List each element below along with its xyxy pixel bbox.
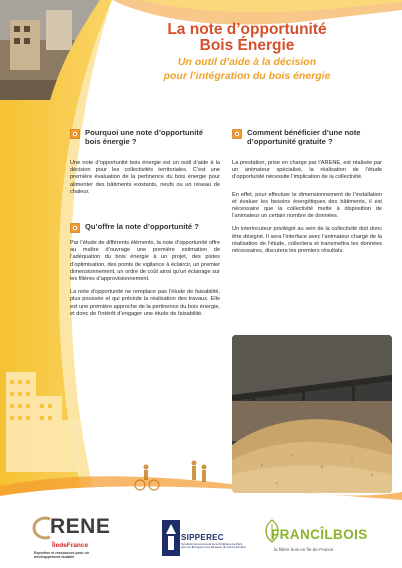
francilbois-tagline: la filière bois en Île-de-France xyxy=(274,547,334,552)
section-heading-text: Pourquoi une note d’opportunité bois énergie ? xyxy=(85,128,204,147)
arene-tagline: Expertise et ressources pour un développement durable xyxy=(34,551,89,559)
sipperec-logo-mark xyxy=(162,520,180,556)
left-column-lower xyxy=(70,240,220,324)
section-heading-text: Qu’offre la note d’opportunité ? xyxy=(85,222,199,231)
paragraph: Une note d’opportunité bois énergie est un outil d’aide à la décision pour les collectivités territoriales. C’est une première évaluation de la pertinence du bois énergie pour alimenter des bâtiments existants, neufs ou un réseau de chaleur. xyxy=(70,160,220,195)
francilbois-name: FRANCÎLBOIS xyxy=(271,527,368,542)
paragraph: En effet, pour effectuer le dimensionnement de l’installation et évaluer les besoins énergétiques des bâtiments, il est nécessaire que la collectivité mette à disposition de l’animateur un certain nombre de données. xyxy=(232,191,382,220)
right-column xyxy=(232,160,382,261)
paragraph: Par l’étude de différents éléments, la note d’opportunité offre au maître d’ouvrage une première estimation de l’adéquation du bois énergie à un projet, des pistes d’optimisation, des points de vigilance à éclaircir, un premier dimensionnement, un ordre de coût ainsi qu’un éclairage sur les filières d’approvisionnement. xyxy=(70,240,220,283)
section-heading-why xyxy=(70,128,220,147)
sipperec-tagline: Syndicat Intercommunal de la Périphérie de Paris pour les Énergies et les Réseaux de Communication xyxy=(181,542,247,550)
header-photo xyxy=(0,0,100,100)
paragraph: Un interlocuteur privilégié au sein de la collectivité doit donc être désigné. Il sera l’interface avec l’animateur chargé de la réalisation de l’étude, collectera et transmettra les données nécessaires, discutera les premiers résultats. xyxy=(232,226,382,255)
title-block xyxy=(112,22,382,82)
page-subtitle-line-1: Un outil d’aide à la décision xyxy=(177,56,317,68)
ornate-square-icon xyxy=(232,129,242,139)
arene-region: ÎledeFrance xyxy=(52,542,89,549)
section-heading-text: Comment bénéficier d’une note d’opportunité gratuite ? xyxy=(247,128,361,147)
page-title-line-2: Bois Énergie xyxy=(199,37,295,54)
ornate-square-icon xyxy=(70,129,80,139)
wood-chip-photo xyxy=(232,335,392,493)
section-heading-offer xyxy=(70,222,220,233)
sipperec-name: SIPPEREC xyxy=(181,533,224,542)
section-heading-how xyxy=(232,128,384,147)
arene-logo-word: RENE xyxy=(50,515,111,538)
page-subtitle-line-2: pour l’intégration du bois énergie xyxy=(163,70,331,82)
paragraph: La prestation, prise en charge par l’ARENE, est réalisée par un animateur spécialisé, la réalisation de l’étude d’opportunité nécessite l’implication de la collectivité. xyxy=(232,160,382,181)
paragraph: La note d’opportunité ne remplace pas l’étude de faisabilité, plus poussée et qui précède la réalisation des travaux. Elle est une première approche de la pertinence du bois énergie, et donc de l’intérêt d’engager une étude de faisabilité. xyxy=(70,289,220,317)
ornate-square-icon xyxy=(70,223,80,233)
page-title-line-1: La note d’opportunité xyxy=(167,21,327,38)
left-column xyxy=(70,160,220,202)
